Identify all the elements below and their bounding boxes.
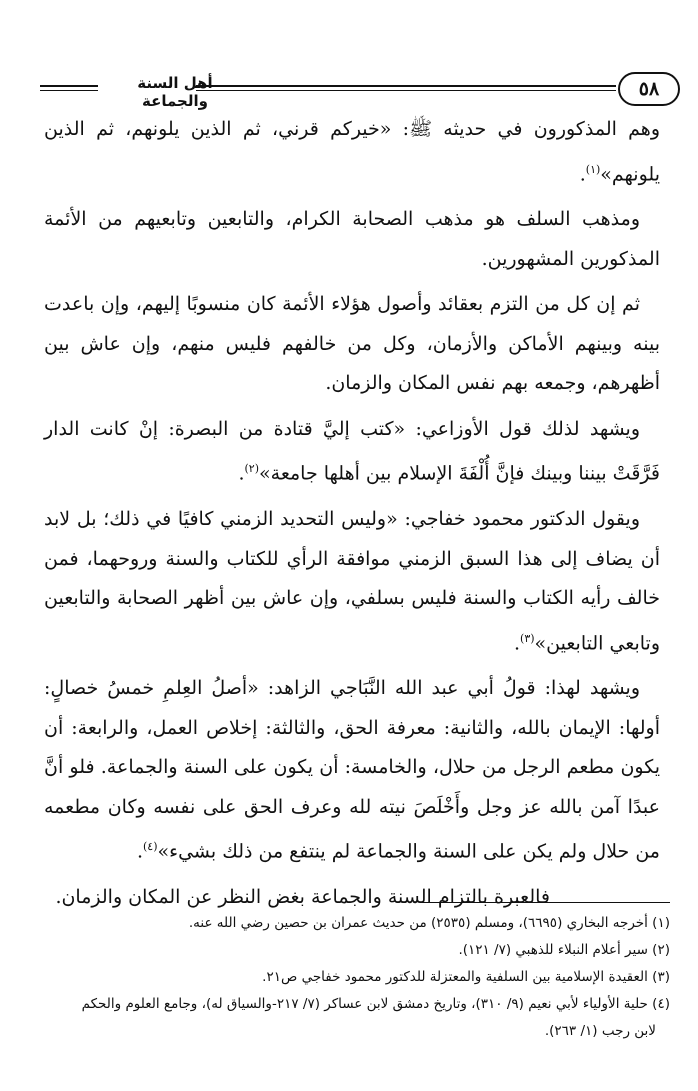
running-title: أهل السنة والجماعة	[137, 74, 213, 110]
footnote-ref: (٣)	[520, 631, 535, 645]
page-number-badge: ٥٨	[618, 72, 680, 106]
footnote-ref: (١)	[585, 162, 601, 176]
paragraph-text: ويقول الدكتور محمود خفاجي: «وليس التحديد الزمني كافيًا في ذلك؛ بل لابد أن يضاف إلى هذا السبق الزمني موافقة الرأي للكتاب والسنة وروحهما، فمن خالف رأيه الكتاب والسنة فليس بسلفي، وإن عاش بين أظهر الصحابة والتابعين وتابعي التابعين»	[44, 508, 660, 654]
footnote: (١) أخرجه البخاري (٦٦٩٥)، ومسلم (٢٥٣٥) من حديث عمران بن حصين رضي الله عنه.	[188, 915, 670, 931]
footnotes	[44, 910, 670, 1045]
footnote-ref: (٤)	[143, 840, 158, 854]
footnote: (٢) سير أعلام النبلاء للذهبي (٧/ ١٢١).	[458, 942, 670, 958]
paragraph: ومذهب السلف هو مذهب الصحابة الكرام، والتابعين وتابعيهم من الأئمة المذكورين المشهورين.	[44, 208, 660, 270]
paragraph: وهم المذكورون في حديثه ﷺ: «خيركم قرني، ثم الذين يلونهم، ثم الذين يلونهم»$^{(١)}$.	[44, 118, 660, 185]
footnote-ref: (٢)	[244, 462, 260, 476]
header-rule	[40, 90, 98, 91]
paragraph-text: ويشهد لهذا: قولُ أبي عبد الله النَّبَاجي الزاهد: «أصلُ العِلمِ خمسُ خصالٍ: أولها: الإيمان بالله، والثانية: معرفة الحق، والثالثة: إخلاص العمل، والرابعة: أن يكون مطعم الرجل من حلال، والخامسة: أن يكون على السنة والجماعة. فلو أنَّ عبدًا آمن بالله عز وجل وأَخْلَصَ نيته لله وعرف الحق على نفسه وكان مطعمه من حلال ولم يكن على السنة والجماعة لم ينتفع من ذلك بشيء»	[44, 677, 660, 863]
page-header	[30, 60, 680, 110]
paragraph: ثم إن كل من التزم بعقائد وأصول هؤلاء الأئمة كان منسوبًا إليهم، وإن باعدت بينه وبينهم الأماكن والأزمان، وكل من خالفهم فليس منهم، وإن عاش بين أظهرهم، وجمعه بهم نفس المكان والزمان.	[44, 293, 660, 395]
footnote: (٤) حلية الأولياء لأبي نعيم (٩/ ٣١٠)، وتاريخ دمشق لابن عساكر (٧/ ٢١٧-والسياق له)، وجامع العلوم والحكم	[81, 996, 670, 1012]
header-rule	[196, 85, 616, 87]
paragraph: ويشهد لذلك قول الأوزاعي: «كتب إليَّ قتادة من البصرة: إنْ كانت الدار فَرَّقَتْ بيننا وبينك فإنَّ أُلْفَةَ الإسلام بين أهلها جامعة»$^{(٢)}$.	[44, 417, 660, 485]
footnote-separator	[420, 902, 670, 903]
paragraph: فالعبرة بالتزام السنة والجماعة بغض النظر عن المكان والزمان.	[55, 886, 550, 909]
paragraph: ويقول الدكتور محمود خفاجي: «وليس التحديد الزمني كافيًا في ذلك؛ بل لابد أن يضاف إلى هذا السبق الزمني موافقة الرأي للكتاب والسنة وروحهما، فمن خالف رأيه الكتاب والسنة فليس بسلفي، وإن عاش بين أظهر الصحابة والتابعين وتابعي التابعين»$^{(٣)}$.	[44, 508, 660, 654]
paragraph-text: ويشهد لذلك قول الأوزاعي: «كتب إليَّ قتادة من البصرة: إنْ كانت الدار فَرَّقَتْ بيننا وبينك فإنَّ أُلْفَةَ الإسلام بين أهلها جامعة»	[44, 417, 660, 485]
footnote: (٣) العقيدة الإسلامية بين السلفية والمعتزلة للدكتور محمود خفاجي ص٢١.	[262, 969, 670, 985]
header-rule	[40, 85, 98, 87]
header-rule	[196, 90, 616, 91]
paragraph-text: وهم المذكورون في حديثه ﷺ: «خيركم قرني، ثم الذين يلونهم، ثم الذين يلونهم»	[44, 118, 660, 185]
footnote-continuation: لابن رجب (١/ ٢٦٣).	[544, 1023, 656, 1039]
paragraph: ويشهد لهذا: قولُ أبي عبد الله النَّبَاجي الزاهد: «أصلُ العِلمِ خمسُ خصالٍ: أولها: الإيمان بالله، والثانية: معرفة الحق، والثالثة: إخلاص العمل، والرابعة: أن يكون مطعم الرجل من حلال، والخامسة: أن يكون على السنة والجماعة. فلو أنَّ عبدًا آمن بالله عز وجل وأَخْلَصَ نيته لله وعرف الحق على نفسه وكان مطعمه من حلال ولم يكن على السنة والجماعة لم ينتفع من ذلك بشيء»$^{(٤)}$.	[44, 677, 660, 863]
main-text	[44, 110, 660, 924]
